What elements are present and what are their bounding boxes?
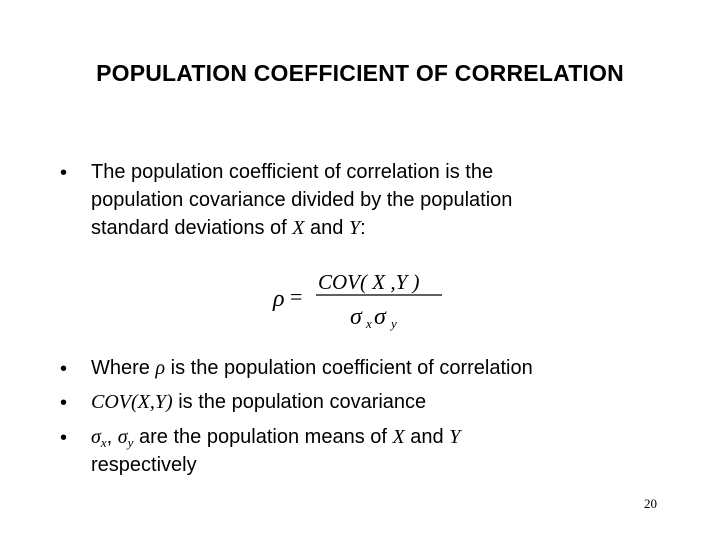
cov-suffix: is the population covariance	[172, 391, 427, 413]
intro-paragraph	[91, 158, 512, 242]
where-prefix: Where	[91, 357, 156, 379]
bullet-marker: •	[60, 358, 68, 380]
sigmas-mid: are the population means of	[133, 426, 393, 448]
bullet-marker: •	[60, 427, 68, 449]
colon: :	[360, 217, 366, 239]
rho-symbol: ρ	[155, 357, 166, 379]
formula-sigma-x: σ	[350, 304, 362, 330]
formula-sub-x: x	[366, 316, 372, 331]
variable-x: X	[292, 217, 305, 239]
slide-title: POPULATION COEFFICIENT OF CORRELATION	[96, 60, 624, 86]
bullet-marker: •	[60, 162, 68, 184]
intro-line-2: population covariance divided by the population	[91, 189, 513, 211]
sigma-separator: ,	[106, 426, 118, 448]
sigmas-line-1	[91, 423, 460, 451]
sigmas-line-2: respectively	[91, 454, 197, 476]
intro-line-3-prefix: standard deviations of	[91, 217, 293, 239]
intro-line-3	[91, 214, 512, 242]
sigma-y-subscript: y	[127, 435, 134, 450]
sigmas-paragraph	[91, 423, 460, 479]
variable-y: Y	[348, 217, 361, 239]
intro-line-1: The population coefficient of correlation is the	[91, 161, 494, 183]
cov-term: COV(X,Y)	[91, 391, 173, 413]
formula-equals: =	[290, 284, 303, 309]
sigma-x: σ	[91, 426, 101, 448]
where-suffix: is the population coefficient of correlation	[165, 357, 533, 379]
bullet-marker: •	[60, 392, 68, 414]
and-word: and	[304, 217, 349, 239]
formula-rho: ρ	[273, 286, 285, 312]
cov-line	[91, 388, 426, 416]
variable-y: Y	[449, 426, 461, 448]
formula-sub-y: y	[391, 316, 397, 331]
sigma-y: σ	[117, 426, 128, 448]
variable-x: X	[392, 426, 405, 448]
where-line	[91, 354, 533, 382]
formula-numerator: COV( X ,Y )	[318, 270, 420, 294]
sigma-x-subscript: x	[100, 435, 107, 450]
formula-sigma-y: σ	[374, 304, 386, 330]
correlation-formula	[270, 262, 460, 340]
page-number: 20	[644, 496, 657, 511]
and-word: and	[404, 426, 450, 448]
